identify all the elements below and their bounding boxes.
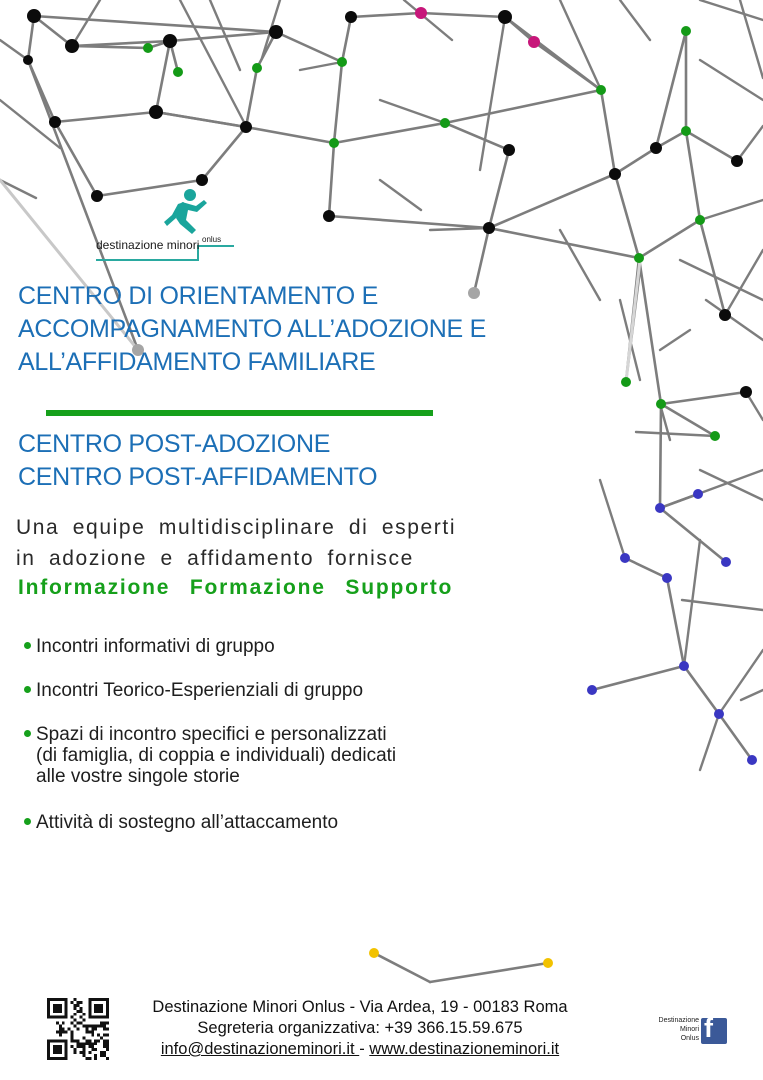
network-edge	[686, 131, 737, 161]
network-edge	[374, 953, 430, 982]
network-node	[528, 36, 540, 48]
network-edge	[342, 17, 351, 62]
website-link[interactable]: www.destinazioneminori.it	[369, 1040, 560, 1058]
network-edge	[445, 90, 601, 123]
keyword-formazione: Formazione	[189, 576, 326, 599]
network-node	[662, 573, 672, 583]
network-edge	[202, 127, 246, 180]
network-node	[681, 26, 691, 36]
facebook-label-line: Minori	[679, 1026, 699, 1033]
network-node	[721, 557, 731, 567]
network-node	[337, 57, 347, 67]
network-edge	[380, 180, 421, 210]
bullet-icon	[24, 642, 31, 649]
network-edge	[660, 404, 661, 508]
email-link[interactable]: info@destinazioneminori.it	[160, 1040, 360, 1058]
network-edge	[445, 123, 509, 150]
bullet-icon	[24, 730, 31, 737]
network-edge	[684, 666, 719, 714]
network-node	[196, 174, 208, 186]
facebook-label	[645, 1016, 699, 1043]
network-edge	[421, 13, 505, 17]
network-edge	[156, 112, 246, 127]
network-node	[252, 63, 262, 73]
network-node	[23, 55, 33, 65]
bullet-icon	[24, 686, 31, 693]
network-node	[695, 215, 705, 225]
network-edge	[334, 123, 445, 143]
network-node	[149, 105, 163, 119]
network-node	[329, 138, 339, 148]
network-node	[483, 222, 495, 234]
network-node	[634, 253, 644, 263]
headline-post-line: CENTRO POST-ADOZIONE	[18, 430, 331, 458]
network-edge	[430, 963, 548, 982]
network-edge	[639, 220, 700, 258]
network-edge	[560, 230, 600, 300]
network-edge	[725, 250, 763, 315]
description-line: in adozione e affidamento fornisce	[16, 547, 414, 570]
network-edge	[489, 174, 615, 228]
network-edge	[660, 494, 698, 508]
network-edge	[740, 0, 763, 78]
headline-main-line: ALL’AFFIDAMENTO FAMILIARE	[18, 348, 376, 376]
network-node	[710, 431, 720, 441]
footer-phone: Segreteria organizzativa: +39 366.15.59.675	[197, 1019, 523, 1037]
facebook-glyph: f	[704, 1013, 713, 1043]
logo-suffix: onlus	[202, 235, 222, 244]
network-edge	[636, 432, 715, 436]
network-edge	[700, 60, 763, 100]
network-node	[27, 9, 41, 23]
network-edge	[276, 32, 342, 62]
headline-main-line: ACCOMPAGNAMENTO ALL’ADOZIONE E	[18, 315, 486, 343]
network-node	[731, 155, 743, 167]
network-edge	[719, 650, 763, 714]
network-node	[369, 948, 379, 958]
headline-main-line: CENTRO DI ORIENTAMENTO E	[18, 282, 378, 310]
headline-post	[18, 428, 377, 494]
service-text: Spazi di incontro specifici e personalizzati (di famiglia, di coppia e individuali) dedicati alle vostre singole storie	[36, 724, 397, 787]
network-edge	[615, 174, 639, 258]
service-text: Attività di sostegno all’attaccamento	[36, 812, 339, 833]
keyword-supporto: Supporto	[345, 576, 454, 599]
network-edge	[700, 714, 719, 770]
network-edge	[660, 508, 726, 562]
network-node	[65, 39, 79, 53]
service-text: Incontri Teorico-Esperienziali di gruppo	[36, 680, 364, 701]
keywords	[18, 576, 453, 600]
network-edge	[660, 330, 690, 350]
network-edge	[601, 90, 615, 174]
network-node	[323, 210, 335, 222]
network-edge	[625, 558, 667, 578]
network-edge	[682, 600, 763, 610]
network-node	[620, 553, 630, 563]
footer-links	[110, 1039, 610, 1060]
network-edge	[667, 578, 684, 666]
facebook-badge[interactable]	[645, 1013, 727, 1050]
network-node	[440, 118, 450, 128]
link-separator: -	[359, 1040, 370, 1058]
network-node	[498, 10, 512, 24]
logo-name: destinazione minori	[96, 238, 200, 252]
network-edge	[737, 126, 763, 161]
network-node	[163, 34, 177, 48]
network-edge	[380, 100, 445, 123]
network-node	[714, 709, 724, 719]
network-node	[693, 489, 703, 499]
network-edge	[615, 148, 656, 174]
network-edge	[680, 260, 763, 300]
network-node	[503, 144, 515, 156]
network-edge	[351, 13, 421, 17]
network-edge	[741, 690, 763, 700]
network-node	[656, 399, 666, 409]
network-node	[269, 25, 283, 39]
footer-address: Destinazione Minori Onlus - Via Ardea, 19 - 00183 Roma	[152, 998, 568, 1016]
network-node	[609, 168, 621, 180]
network-edge	[706, 300, 763, 340]
network-node	[681, 126, 691, 136]
network-node	[740, 386, 752, 398]
network-edge	[246, 68, 257, 127]
network-edge	[329, 143, 334, 216]
network-edge	[626, 260, 640, 382]
network-edge	[329, 216, 489, 228]
network-edge	[334, 62, 342, 143]
description-line: Una equipe multidisciplinare di esperti	[16, 516, 457, 539]
network-edge	[55, 112, 156, 122]
facebook-label-line: Onlus	[680, 1035, 699, 1042]
network-edge	[0, 40, 28, 60]
network-node	[543, 958, 553, 968]
network-node	[143, 43, 153, 53]
network-edge	[600, 480, 625, 558]
network-node	[49, 116, 61, 128]
headline-main	[18, 280, 486, 379]
network-node	[240, 121, 252, 133]
headline-post-line: CENTRO POST-AFFIDAMENTO	[18, 463, 378, 491]
network-node	[345, 11, 357, 23]
service-text: Incontri informativi di gruppo	[36, 636, 275, 657]
qr-code-icon[interactable]	[47, 998, 109, 1060]
footer-contact	[110, 997, 610, 1060]
network-node	[621, 377, 631, 387]
network-node	[679, 661, 689, 671]
network-edge	[686, 131, 700, 220]
network-edge	[700, 0, 763, 20]
network-edge	[34, 16, 72, 46]
network-edge	[156, 41, 170, 112]
network-edge	[661, 392, 746, 404]
network-edge	[661, 404, 715, 436]
network-edge	[700, 200, 763, 220]
network-node	[587, 685, 597, 695]
keyword-informazione: Informazione	[18, 576, 171, 599]
organization-logo	[92, 188, 242, 268]
network-node	[719, 309, 731, 321]
description	[16, 512, 456, 574]
bullet-icon	[24, 818, 31, 825]
network-node	[173, 67, 183, 77]
network-node	[747, 755, 757, 765]
network-edge	[404, 0, 452, 40]
network-node	[655, 503, 665, 513]
network-edge	[489, 228, 639, 258]
network-edge	[72, 0, 100, 46]
network-node	[650, 142, 662, 154]
green-divider	[46, 410, 433, 416]
network-edge	[719, 714, 752, 760]
network-edge	[700, 220, 725, 315]
network-node	[596, 85, 606, 95]
network-edge	[620, 0, 650, 40]
child-jumping-logo-icon	[92, 188, 242, 268]
network-edge	[505, 17, 601, 90]
network-edge	[592, 666, 684, 690]
network-node	[415, 7, 427, 19]
network-edge	[300, 62, 342, 70]
network-edge	[489, 150, 509, 228]
network-edge	[246, 127, 334, 143]
network-edge	[34, 16, 276, 32]
network-edge	[639, 258, 661, 404]
facebook-label-line: Destinazione	[658, 1017, 699, 1024]
